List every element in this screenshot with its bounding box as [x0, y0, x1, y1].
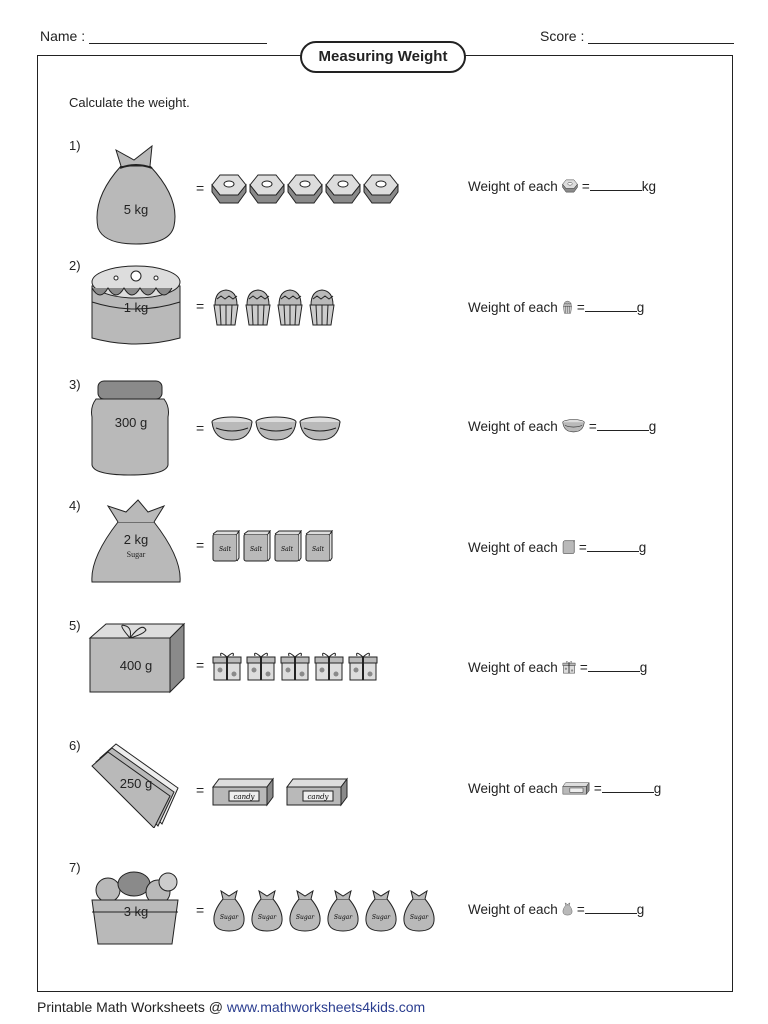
gift-icon [313, 650, 345, 682]
weight-prompt: Weight of each [468, 902, 558, 917]
answer-blank[interactable] [585, 299, 637, 312]
score-line[interactable] [588, 29, 734, 44]
weight-prompt: Weight of each [468, 179, 558, 194]
unit-label: g [648, 419, 657, 434]
candy-small-icon [562, 781, 590, 798]
weight-icon [287, 173, 323, 205]
equals-sign: = [196, 420, 205, 436]
unit-label: g [638, 540, 647, 555]
svg-text:Salt: Salt [280, 546, 294, 553]
salt-icon [273, 530, 302, 562]
answer-row [468, 539, 646, 557]
total-weight-label: 400 g [119, 658, 153, 673]
gift-small-icon [562, 660, 576, 677]
item-group [211, 416, 341, 442]
score-label: Score : [540, 28, 585, 44]
question-number: 4) [69, 498, 81, 513]
question-number: 6) [69, 738, 81, 753]
sugarbag-icon [325, 889, 361, 933]
answer-equals: = [581, 179, 590, 194]
answer-equals: = [576, 300, 585, 315]
total-weight-object [86, 498, 186, 588]
svg-text:Sugar: Sugar [371, 914, 391, 921]
question-number: 3) [69, 377, 81, 392]
total-weight-object [86, 258, 186, 348]
sugarbag-icon [287, 889, 323, 933]
answer-equals: = [576, 902, 585, 917]
answer-equals: = [578, 540, 587, 555]
bowl-icon [211, 416, 253, 442]
answer-blank[interactable] [597, 418, 649, 431]
cupcake-icon [211, 287, 241, 327]
answer-blank[interactable] [585, 901, 637, 914]
item-group [211, 287, 337, 327]
answer-blank[interactable] [590, 178, 642, 191]
total-weight-label: 5 kg [123, 202, 149, 217]
item-group [211, 775, 349, 807]
svg-text:candy: candy [307, 793, 329, 801]
gift-icon [347, 650, 379, 682]
unit-label: kg [641, 179, 656, 194]
question-number: 2) [69, 258, 81, 273]
total-weight-sublabel: Sugar [126, 550, 146, 559]
weight-prompt: Weight of each [468, 781, 558, 796]
total-weight-object [86, 377, 176, 477]
bowl-small-icon [562, 419, 585, 436]
svg-text:Sugar: Sugar [409, 914, 429, 921]
total-weight-object [86, 860, 186, 950]
salt-small-icon [562, 540, 575, 557]
total-weight-object [86, 738, 186, 828]
sugarbag-icon [211, 889, 247, 933]
instruction-text: Calculate the weight. [69, 95, 190, 110]
weight-icon [249, 173, 285, 205]
gift-icon [245, 650, 277, 682]
equals-sign: = [196, 180, 205, 196]
svg-text:Sugar: Sugar [295, 914, 315, 921]
gift-icon [211, 650, 243, 682]
item-group [211, 530, 333, 562]
total-weight-label: 1 kg [123, 300, 149, 315]
sugarbag-icon [363, 889, 399, 933]
name-field[interactable] [40, 28, 267, 44]
sugarbag-icon [249, 889, 285, 933]
footer-label: Printable Math Worksheets @ [37, 999, 223, 1015]
total-weight-label: 250 g [119, 776, 153, 791]
unit-label: g [636, 300, 645, 315]
item-group [211, 173, 399, 205]
svg-text:Sugar: Sugar [333, 914, 353, 921]
item-group [211, 650, 379, 682]
score-field[interactable] [540, 28, 734, 44]
unit-label: g [636, 902, 645, 917]
weight-icon [325, 173, 361, 205]
cupcake-icon [307, 287, 337, 327]
equals-sign: = [196, 902, 205, 918]
name-label: Name : [40, 28, 86, 44]
equals-sign: = [196, 657, 205, 673]
total-weight-label: 300 g [114, 415, 148, 430]
salt-icon [211, 530, 240, 562]
page-title: Measuring Weight [300, 41, 466, 73]
bowl-icon [255, 416, 297, 442]
candy-icon [285, 775, 349, 807]
equals-sign: = [196, 537, 205, 553]
answer-equals: = [579, 660, 588, 675]
weight-prompt: Weight of each [468, 419, 558, 434]
weight-icon [211, 173, 247, 205]
svg-text:Sugar: Sugar [219, 914, 239, 921]
candy-icon [211, 775, 275, 807]
cupcake-small-icon [562, 300, 573, 317]
weight-icon [363, 173, 399, 205]
item-group [211, 889, 437, 933]
answer-row [468, 659, 647, 677]
svg-text:Sugar: Sugar [257, 914, 277, 921]
cupcake-icon [243, 287, 273, 327]
total-weight-label: 2 kg [123, 532, 149, 547]
sugarbag-icon [401, 889, 437, 933]
svg-text:Salt: Salt [249, 546, 263, 553]
equals-sign: = [196, 298, 205, 314]
sugarbag-small-icon [562, 902, 573, 919]
unit-label: g [639, 660, 648, 675]
answer-row [468, 418, 656, 436]
answer-row [468, 178, 656, 196]
answer-blank[interactable] [587, 539, 639, 552]
answer-equals: = [588, 419, 597, 434]
answer-row [468, 780, 661, 798]
unit-label: g [653, 781, 662, 796]
salt-icon [304, 530, 333, 562]
total-weight-object [86, 618, 186, 698]
svg-text:Salt: Salt [311, 546, 325, 553]
salt-icon [242, 530, 271, 562]
svg-text:Salt: Salt [218, 546, 232, 553]
footer-link[interactable]: www.mathworksheets4kids.com [226, 999, 426, 1015]
equals-sign: = [196, 782, 205, 798]
svg-text:candy: candy [233, 793, 255, 801]
answer-blank[interactable] [602, 780, 654, 793]
cupcake-icon [275, 287, 305, 327]
weight-prompt: Weight of each [468, 540, 558, 555]
gift-icon [279, 650, 311, 682]
answer-equals: = [593, 781, 602, 796]
bowl-icon [299, 416, 341, 442]
total-weight-object [86, 138, 186, 248]
name-line[interactable] [89, 29, 267, 44]
weight-small-icon [562, 179, 578, 196]
weight-prompt: Weight of each [468, 300, 558, 315]
answer-blank[interactable] [588, 659, 640, 672]
answer-row [468, 299, 644, 317]
footer [37, 999, 425, 1015]
answer-row [468, 901, 644, 919]
weight-prompt: Weight of each [468, 660, 558, 675]
total-weight-label: 3 kg [123, 904, 149, 919]
question-number: 7) [69, 860, 81, 875]
question-number: 1) [69, 138, 81, 153]
question-number: 5) [69, 618, 81, 633]
